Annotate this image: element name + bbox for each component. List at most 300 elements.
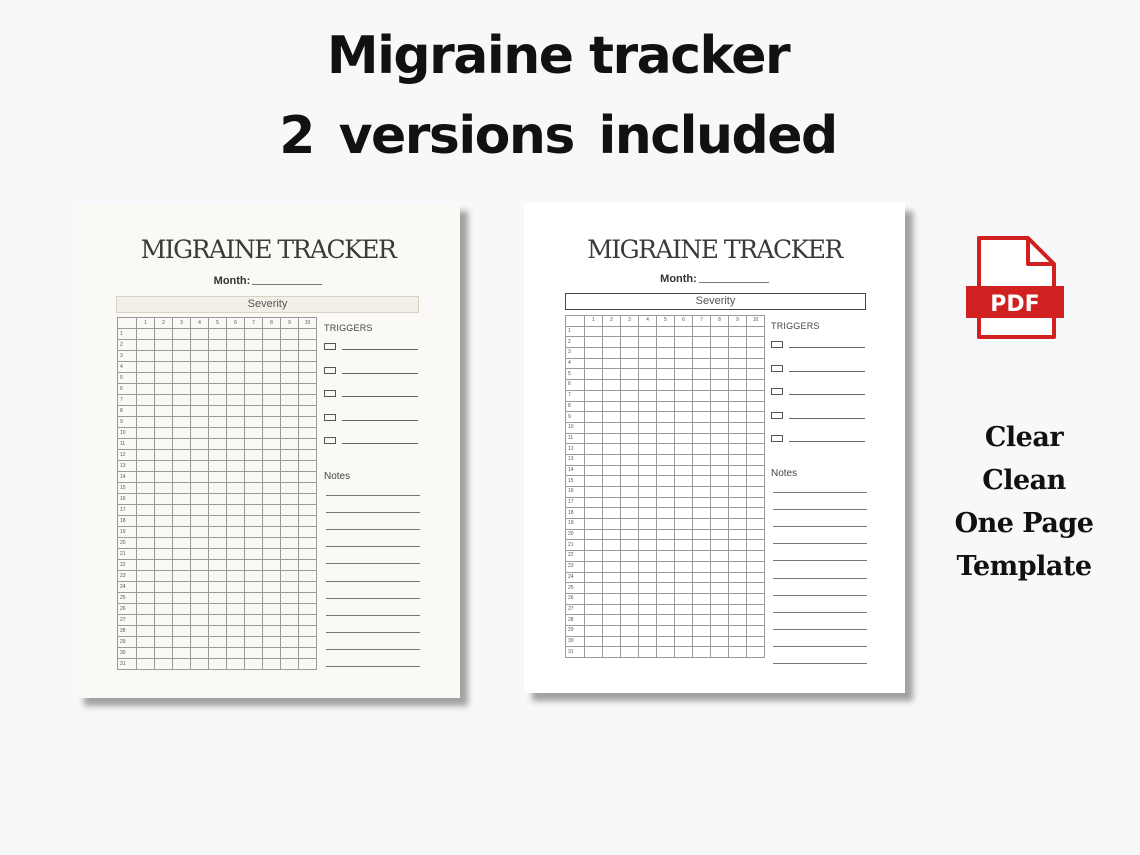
trigger-write-line bbox=[789, 418, 865, 419]
grid-cell bbox=[639, 497, 657, 508]
grid-cell bbox=[747, 583, 765, 594]
day-label: 28 bbox=[566, 615, 585, 626]
grid-cell bbox=[281, 428, 299, 439]
grid-cell bbox=[729, 551, 747, 562]
grid-cell bbox=[585, 433, 603, 444]
grid-cell bbox=[209, 384, 227, 395]
grid-cell bbox=[263, 472, 281, 483]
grid-cell bbox=[245, 516, 263, 527]
day-label: 7 bbox=[118, 395, 137, 406]
grid-cell bbox=[621, 476, 639, 487]
tagline-line-3: One Page bbox=[954, 508, 1094, 539]
tagline-line-2: Clean bbox=[982, 465, 1066, 496]
grid-cell bbox=[747, 358, 765, 369]
grid-cell bbox=[657, 497, 675, 508]
severity-level-label: 8 bbox=[263, 318, 281, 329]
note-line bbox=[773, 492, 867, 493]
day-row bbox=[118, 494, 317, 505]
day-label: 21 bbox=[566, 540, 585, 551]
severity-grid bbox=[565, 315, 765, 658]
grid-cell bbox=[603, 326, 621, 337]
grid-cell bbox=[281, 538, 299, 549]
grid-cell bbox=[675, 625, 693, 636]
trigger-write-line bbox=[342, 420, 418, 421]
grid-cell bbox=[173, 538, 191, 549]
day-label: 18 bbox=[118, 516, 137, 527]
grid-cell bbox=[155, 417, 173, 428]
grid-cell bbox=[155, 362, 173, 373]
grid-cell bbox=[173, 560, 191, 571]
grid-cell bbox=[281, 505, 299, 516]
grid-cell bbox=[603, 433, 621, 444]
grid-cell bbox=[675, 615, 693, 626]
grid-cell bbox=[299, 516, 317, 527]
grid-cell bbox=[299, 483, 317, 494]
grid-cell bbox=[227, 527, 245, 538]
grid-cell bbox=[137, 593, 155, 604]
day-label: 27 bbox=[566, 604, 585, 615]
grid-cell bbox=[639, 369, 657, 380]
note-line bbox=[326, 495, 420, 496]
grid-cell bbox=[675, 422, 693, 433]
grid-cell bbox=[281, 637, 299, 648]
grid-cell bbox=[137, 351, 155, 362]
grid-cell bbox=[245, 494, 263, 505]
day-row bbox=[566, 337, 765, 348]
day-label: 17 bbox=[118, 505, 137, 516]
grid-cell bbox=[263, 593, 281, 604]
grid-cell bbox=[639, 593, 657, 604]
grid-cell bbox=[191, 373, 209, 384]
grid-cell bbox=[209, 626, 227, 637]
grid-cell bbox=[173, 483, 191, 494]
triggers-label: TRIGGERS bbox=[324, 323, 373, 333]
day-row bbox=[566, 422, 765, 433]
day-row bbox=[566, 583, 765, 594]
grid-cell bbox=[621, 636, 639, 647]
grid-cell bbox=[227, 417, 245, 428]
grid-cell bbox=[621, 348, 639, 359]
grid-cell bbox=[245, 461, 263, 472]
grid-cell bbox=[585, 380, 603, 391]
grid-cell bbox=[245, 538, 263, 549]
grid-cell bbox=[245, 362, 263, 373]
grid-cell bbox=[227, 571, 245, 582]
grid-cell bbox=[747, 454, 765, 465]
day-label: 6 bbox=[118, 384, 137, 395]
grid-cell bbox=[639, 551, 657, 562]
day-label: 8 bbox=[566, 401, 585, 412]
grid-cell bbox=[173, 329, 191, 340]
grid-cell bbox=[299, 450, 317, 461]
day-row bbox=[566, 625, 765, 636]
grid-cell bbox=[639, 604, 657, 615]
grid-cell bbox=[155, 604, 173, 615]
grid-cell bbox=[173, 373, 191, 384]
grid-cell bbox=[245, 351, 263, 362]
grid-cell bbox=[137, 571, 155, 582]
grid-cell bbox=[711, 529, 729, 540]
grid-cell bbox=[603, 583, 621, 594]
day-label: 14 bbox=[118, 472, 137, 483]
grid-cell bbox=[155, 560, 173, 571]
trigger-write-line bbox=[789, 371, 865, 372]
grid-cell bbox=[227, 406, 245, 417]
grid-cell bbox=[155, 428, 173, 439]
day-label: 5 bbox=[566, 369, 585, 380]
grid-cell bbox=[173, 384, 191, 395]
grid-cell bbox=[603, 401, 621, 412]
grid-cell bbox=[585, 519, 603, 530]
day-label: 15 bbox=[566, 476, 585, 487]
trigger-checkbox bbox=[771, 412, 783, 419]
grid-cell bbox=[747, 369, 765, 380]
severity-level-label: 1 bbox=[137, 318, 155, 329]
grid-cell bbox=[693, 422, 711, 433]
tagline-line-1: Clear bbox=[984, 422, 1064, 453]
grid-cell bbox=[639, 572, 657, 583]
grid-cell bbox=[227, 549, 245, 560]
grid-cell bbox=[173, 626, 191, 637]
trigger-checkbox bbox=[771, 388, 783, 395]
grid-cell bbox=[675, 551, 693, 562]
month-line bbox=[699, 282, 769, 283]
grid-cell bbox=[675, 348, 693, 359]
grid-cell bbox=[299, 538, 317, 549]
grid-cell bbox=[657, 636, 675, 647]
note-line bbox=[326, 546, 420, 547]
severity-level-label: 7 bbox=[245, 318, 263, 329]
grid-cell bbox=[675, 583, 693, 594]
grid-cell bbox=[191, 340, 209, 351]
grid-cell bbox=[603, 454, 621, 465]
grid-cell bbox=[747, 615, 765, 626]
grid-cell bbox=[137, 615, 155, 626]
day-row bbox=[566, 561, 765, 572]
grid-cell bbox=[173, 637, 191, 648]
grid-cell bbox=[137, 362, 155, 373]
trigger-checkbox bbox=[324, 390, 336, 397]
grid-cell bbox=[603, 444, 621, 455]
grid-cell bbox=[639, 615, 657, 626]
grid-cell bbox=[263, 549, 281, 560]
grid-cell bbox=[693, 444, 711, 455]
grid-cell bbox=[137, 384, 155, 395]
grid-cell bbox=[299, 560, 317, 571]
trigger-write-line bbox=[342, 373, 418, 374]
grid-cell bbox=[621, 454, 639, 465]
grid-cell bbox=[209, 494, 227, 505]
grid-cell bbox=[227, 428, 245, 439]
day-row bbox=[118, 450, 317, 461]
severity-level-label: 4 bbox=[639, 316, 657, 327]
day-label: 13 bbox=[118, 461, 137, 472]
grid-cell bbox=[155, 329, 173, 340]
grid-cell bbox=[747, 380, 765, 391]
grid-cell bbox=[747, 508, 765, 519]
grid-cell bbox=[657, 465, 675, 476]
day-row bbox=[566, 615, 765, 626]
grid-cell bbox=[209, 604, 227, 615]
grid-cell bbox=[209, 483, 227, 494]
severity-level-label: 9 bbox=[729, 316, 747, 327]
grid-cell bbox=[227, 384, 245, 395]
grid-cell bbox=[657, 326, 675, 337]
grid-cell bbox=[675, 487, 693, 498]
grid-cell bbox=[155, 615, 173, 626]
grid-cell bbox=[263, 560, 281, 571]
grid-cell bbox=[603, 508, 621, 519]
grid-cell bbox=[191, 395, 209, 406]
grid-cell bbox=[639, 358, 657, 369]
grid-cell bbox=[191, 450, 209, 461]
grid-cell bbox=[137, 560, 155, 571]
grid-cell bbox=[299, 461, 317, 472]
grid-cell bbox=[191, 549, 209, 560]
grid-cell bbox=[711, 604, 729, 615]
grid-cell bbox=[191, 593, 209, 604]
grid-cell bbox=[585, 551, 603, 562]
grid-cell bbox=[227, 483, 245, 494]
day-row bbox=[118, 483, 317, 494]
grid-cell bbox=[657, 583, 675, 594]
grid-cell bbox=[245, 428, 263, 439]
grid-cell bbox=[299, 626, 317, 637]
grid-cell bbox=[639, 380, 657, 391]
grid-cell bbox=[191, 406, 209, 417]
grid-cell bbox=[729, 390, 747, 401]
note-line bbox=[326, 512, 420, 513]
day-label: 4 bbox=[566, 358, 585, 369]
grid-cell bbox=[603, 380, 621, 391]
day-row bbox=[118, 582, 317, 593]
grid-cell bbox=[693, 390, 711, 401]
grid-cell bbox=[603, 615, 621, 626]
grid-cell bbox=[191, 428, 209, 439]
grid-cell bbox=[585, 422, 603, 433]
note-line bbox=[326, 598, 420, 599]
grid-cell bbox=[263, 450, 281, 461]
grid-cell bbox=[585, 647, 603, 658]
grid-cell bbox=[281, 329, 299, 340]
grid-corner-cell bbox=[118, 318, 137, 329]
grid-cell bbox=[657, 519, 675, 530]
grid-cell bbox=[227, 329, 245, 340]
note-line bbox=[773, 543, 867, 544]
grid-cell bbox=[729, 412, 747, 423]
day-row bbox=[118, 439, 317, 450]
grid-cell bbox=[263, 351, 281, 362]
grid-cell bbox=[729, 476, 747, 487]
grid-cell bbox=[693, 604, 711, 615]
grid-cell bbox=[209, 593, 227, 604]
grid-cell bbox=[245, 472, 263, 483]
day-row bbox=[566, 497, 765, 508]
grid-cell bbox=[209, 406, 227, 417]
grid-cell bbox=[137, 527, 155, 538]
grid-cell bbox=[711, 572, 729, 583]
grid-cell bbox=[747, 476, 765, 487]
trigger-write-line bbox=[342, 396, 418, 397]
grid-cell bbox=[675, 593, 693, 604]
grid-cell bbox=[603, 593, 621, 604]
grid-cell bbox=[603, 636, 621, 647]
grid-cell bbox=[585, 572, 603, 583]
grid-cell bbox=[173, 615, 191, 626]
grid-cell bbox=[639, 647, 657, 658]
day-row bbox=[118, 329, 317, 340]
grid-cell bbox=[639, 390, 657, 401]
grid-cell bbox=[173, 472, 191, 483]
grid-cell bbox=[621, 380, 639, 391]
grid-cell bbox=[299, 406, 317, 417]
day-label: 22 bbox=[566, 551, 585, 562]
day-row bbox=[118, 626, 317, 637]
grid-cell bbox=[693, 412, 711, 423]
grid-cell bbox=[245, 582, 263, 593]
day-row bbox=[118, 648, 317, 659]
day-label: 24 bbox=[566, 572, 585, 583]
grid-cell bbox=[245, 395, 263, 406]
grid-cell bbox=[747, 465, 765, 476]
day-row bbox=[566, 476, 765, 487]
grid-cell bbox=[299, 373, 317, 384]
grid-cell bbox=[137, 373, 155, 384]
grid-cell bbox=[621, 625, 639, 636]
grid-cell bbox=[585, 636, 603, 647]
sheet-title: MIGRAINE TRACKER bbox=[140, 235, 396, 264]
grid-cell bbox=[621, 572, 639, 583]
grid-cell bbox=[747, 529, 765, 540]
grid-cell bbox=[227, 472, 245, 483]
note-line bbox=[326, 563, 420, 564]
day-label: 2 bbox=[118, 340, 137, 351]
grid-cell bbox=[621, 540, 639, 551]
grid-cell bbox=[585, 412, 603, 423]
grid-cell bbox=[747, 401, 765, 412]
grid-cell bbox=[227, 439, 245, 450]
grid-cell bbox=[227, 362, 245, 373]
trigger-checkbox bbox=[324, 414, 336, 421]
grid-cell bbox=[155, 472, 173, 483]
grid-cell bbox=[245, 648, 263, 659]
grid-cell bbox=[245, 417, 263, 428]
grid-cell bbox=[675, 561, 693, 572]
day-row bbox=[118, 384, 317, 395]
grid-cell bbox=[173, 648, 191, 659]
grid-cell bbox=[155, 538, 173, 549]
grid-cell bbox=[263, 329, 281, 340]
grid-cell bbox=[603, 647, 621, 658]
grid-cell bbox=[191, 615, 209, 626]
note-line bbox=[773, 595, 867, 596]
grid-cell bbox=[711, 625, 729, 636]
grid-cell bbox=[281, 362, 299, 373]
grid-cell bbox=[155, 384, 173, 395]
grid-cell bbox=[245, 505, 263, 516]
grid-cell bbox=[245, 659, 263, 670]
day-label: 11 bbox=[566, 433, 585, 444]
grid-cell bbox=[693, 625, 711, 636]
grid-cell bbox=[263, 571, 281, 582]
grid-cell bbox=[585, 583, 603, 594]
note-line bbox=[326, 666, 420, 667]
grid-cell bbox=[209, 417, 227, 428]
day-row bbox=[566, 572, 765, 583]
trigger-checkbox bbox=[324, 437, 336, 444]
grid-cell bbox=[155, 582, 173, 593]
grid-cell bbox=[585, 476, 603, 487]
day-label: 25 bbox=[566, 583, 585, 594]
grid-cell bbox=[747, 625, 765, 636]
grid-cell bbox=[639, 454, 657, 465]
grid-cell bbox=[263, 604, 281, 615]
grid-cell bbox=[621, 369, 639, 380]
day-label: 3 bbox=[566, 348, 585, 359]
grid-cell bbox=[585, 529, 603, 540]
day-label: 1 bbox=[566, 326, 585, 337]
grid-cell bbox=[299, 395, 317, 406]
grid-cell bbox=[621, 508, 639, 519]
grid-cell bbox=[675, 476, 693, 487]
day-row bbox=[118, 505, 317, 516]
day-label: 7 bbox=[566, 390, 585, 401]
grid-corner-cell bbox=[566, 316, 585, 327]
trigger-checkbox bbox=[324, 367, 336, 374]
day-row bbox=[118, 538, 317, 549]
grid-cell bbox=[603, 337, 621, 348]
day-row bbox=[118, 527, 317, 538]
grid-cell bbox=[585, 337, 603, 348]
grid-cell bbox=[209, 472, 227, 483]
trigger-write-line bbox=[789, 394, 865, 395]
note-line bbox=[773, 526, 867, 527]
grid-cell bbox=[675, 337, 693, 348]
grid-cell bbox=[263, 417, 281, 428]
grid-cell bbox=[657, 390, 675, 401]
grid-cell bbox=[155, 527, 173, 538]
pdf-label: PDF bbox=[990, 292, 1040, 317]
grid-cell bbox=[657, 444, 675, 455]
grid-cell bbox=[585, 348, 603, 359]
grid-cell bbox=[585, 326, 603, 337]
grid-cell bbox=[299, 571, 317, 582]
day-label: 16 bbox=[566, 487, 585, 498]
grid-cell bbox=[137, 395, 155, 406]
grid-cell bbox=[603, 465, 621, 476]
grid-cell bbox=[209, 516, 227, 527]
grid-cell bbox=[657, 647, 675, 658]
grid-cell bbox=[621, 401, 639, 412]
day-label: 23 bbox=[566, 561, 585, 572]
grid-cell bbox=[191, 571, 209, 582]
grid-cell bbox=[281, 439, 299, 450]
grid-cell bbox=[747, 487, 765, 498]
day-label: 23 bbox=[118, 571, 137, 582]
grid-cell bbox=[675, 465, 693, 476]
grid-cell bbox=[675, 540, 693, 551]
grid-cell bbox=[657, 348, 675, 359]
grid-cell bbox=[281, 340, 299, 351]
grid-cell bbox=[729, 326, 747, 337]
grid-cell bbox=[191, 538, 209, 549]
day-label: 24 bbox=[118, 582, 137, 593]
day-row bbox=[118, 472, 317, 483]
tracker-sheet-version-1 bbox=[76, 203, 460, 698]
grid-cell bbox=[693, 433, 711, 444]
grid-cell bbox=[209, 659, 227, 670]
grid-cell bbox=[191, 582, 209, 593]
